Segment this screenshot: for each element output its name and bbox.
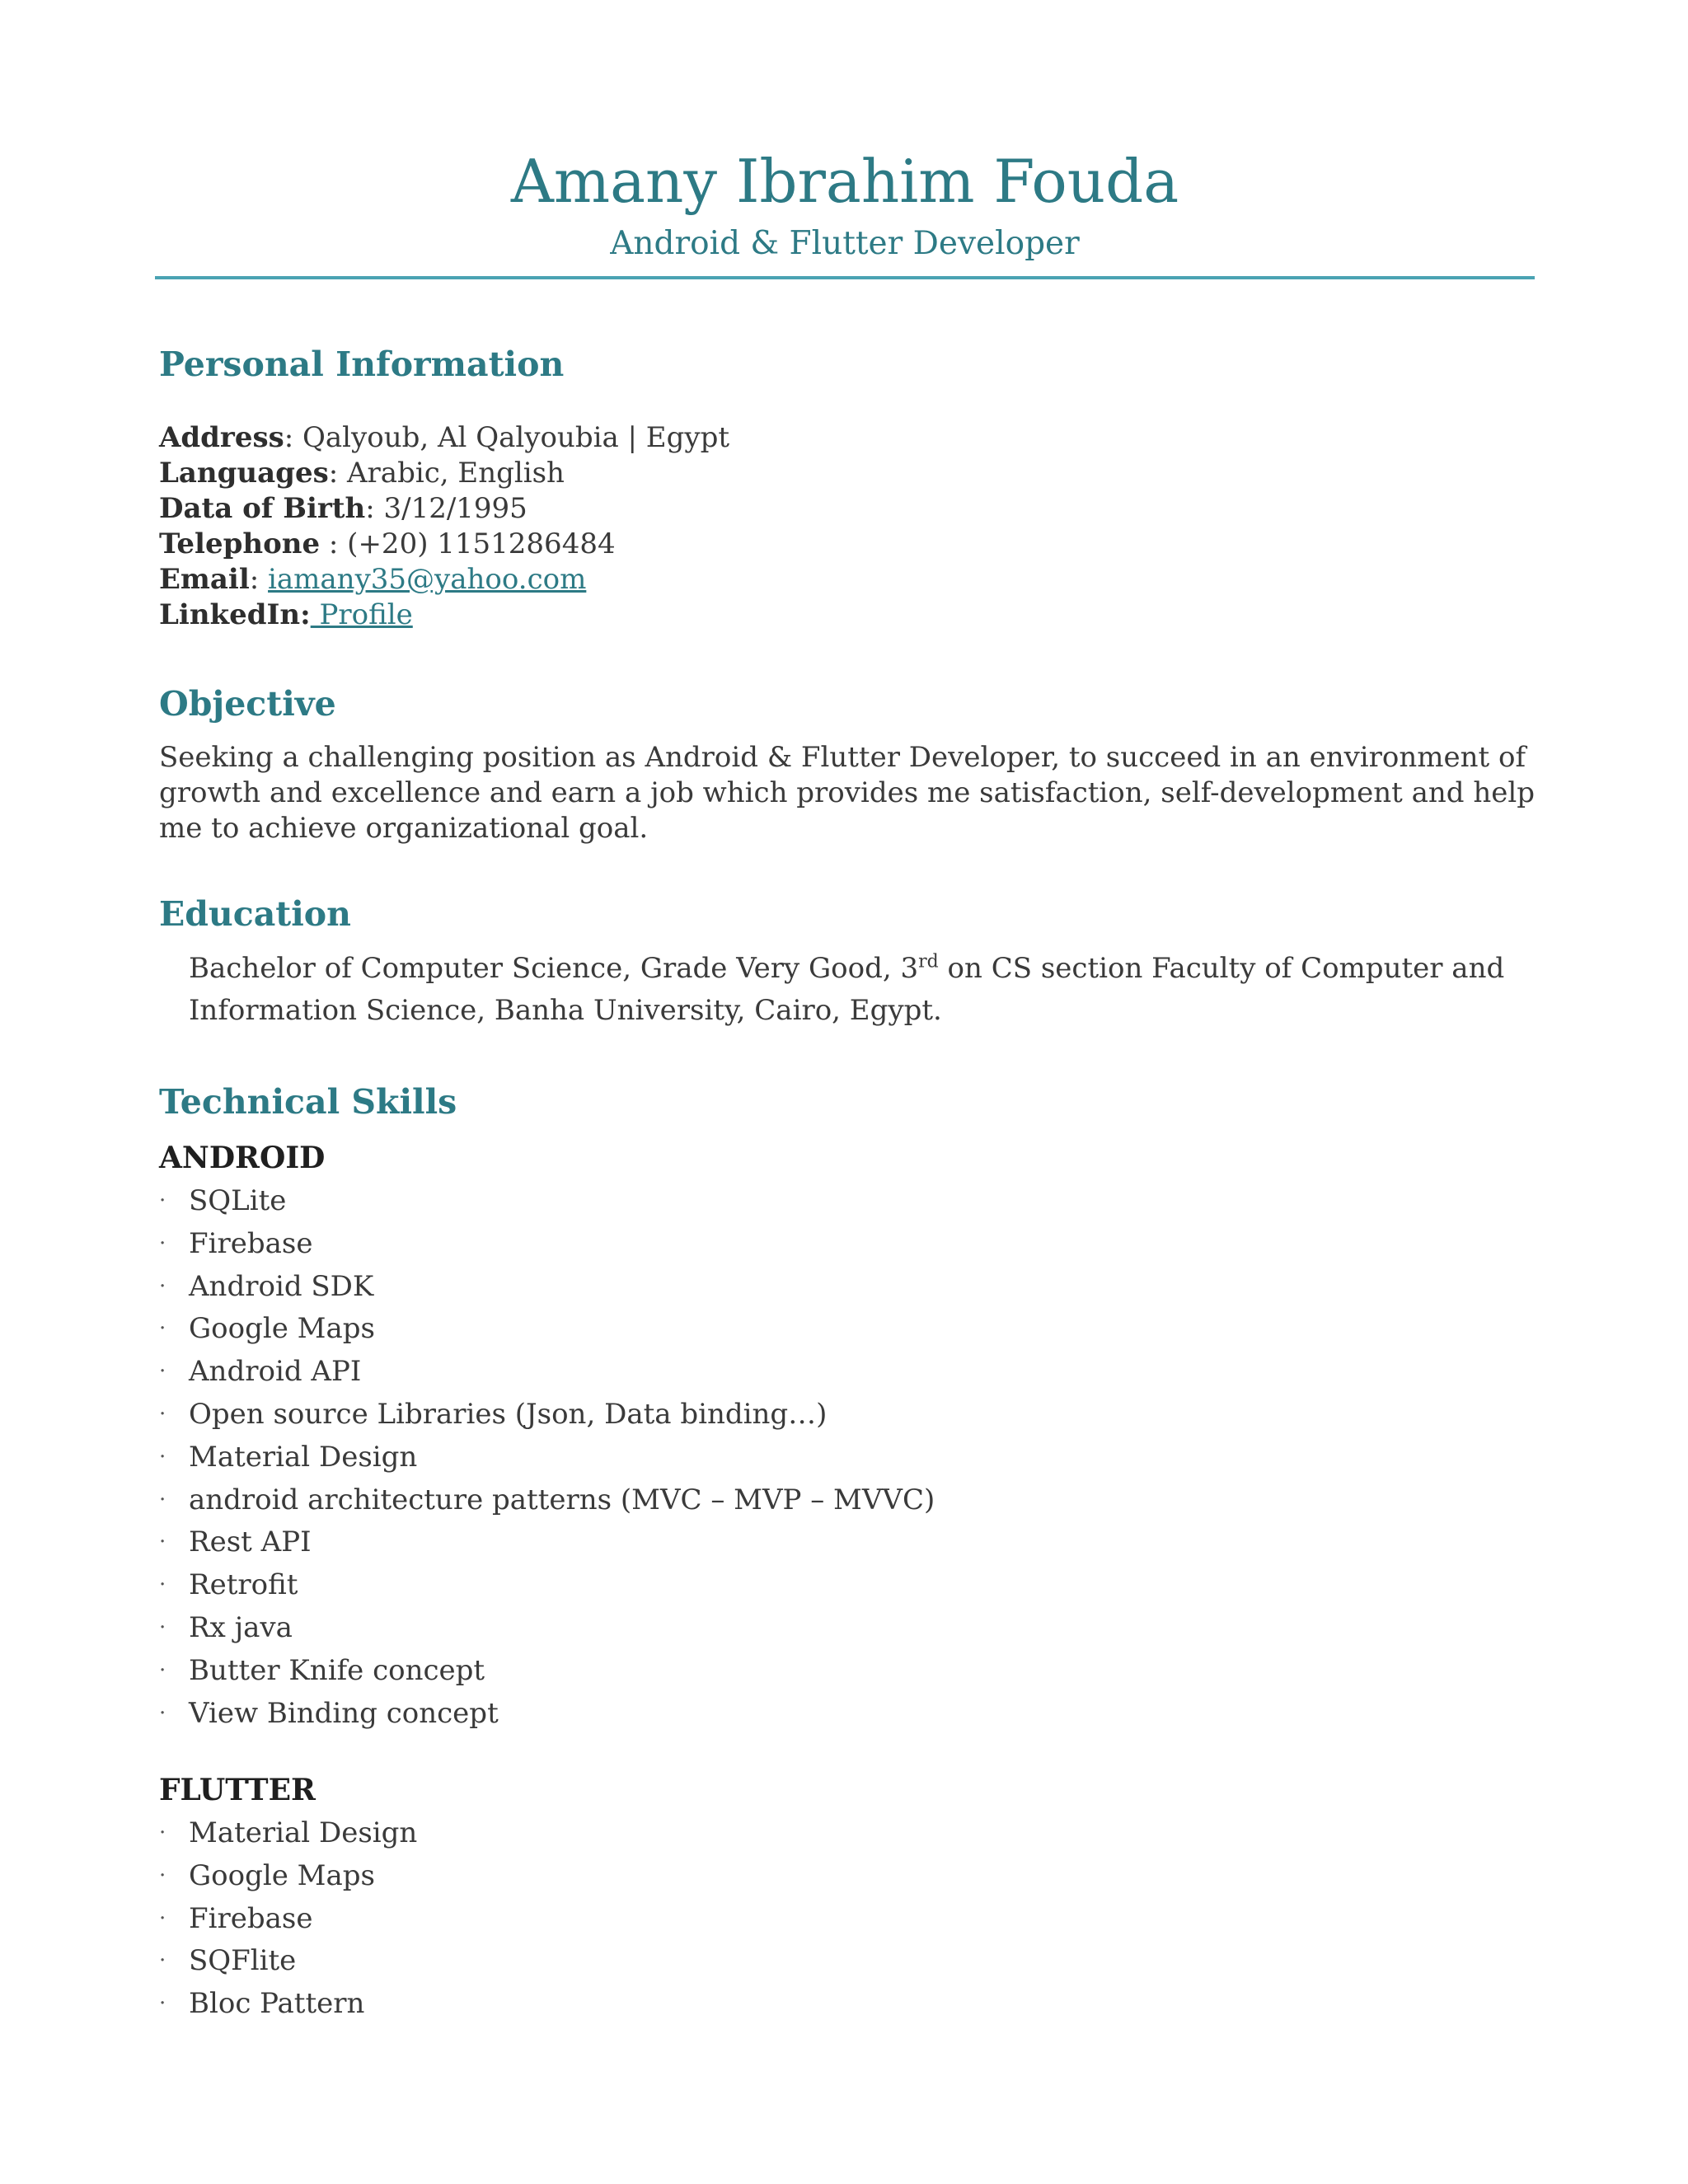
skill-label: SQFlite (189, 1944, 297, 1978)
candidate-title: Android & Flutter Developer (610, 225, 1080, 262)
skill-label: Material Design (189, 1816, 418, 1849)
skill-label: SQLite (189, 1184, 287, 1217)
education-rank-suffix: rd (918, 951, 939, 972)
education-faculty: on CS section Faculty of Computer and Information Science, Banha University, Cairo, Egypt. (189, 952, 1505, 1027)
bullet-icon: · (159, 1316, 166, 1342)
address-value: : Qalyoub, Al Qalyoubia | Egypt (284, 421, 730, 454)
linkedin-label: LinkedIn: (159, 598, 311, 631)
list-item (159, 1479, 935, 1522)
android-skills-list (159, 1180, 935, 1735)
bullet-icon: · (159, 1657, 166, 1683)
list-item (159, 1223, 935, 1266)
list-item (159, 1394, 935, 1436)
header-divider (155, 276, 1535, 279)
bullet-icon: · (159, 1188, 166, 1213)
bullet-icon: · (159, 1273, 166, 1299)
candidate-name: Amany Ibrahim Fouda (510, 147, 1179, 216)
email-link[interactable]: iamany35@yahoo.com (268, 563, 587, 596)
languages-label: Languages (159, 457, 329, 490)
skill-label: Bloc Pattern (189, 1987, 365, 2021)
bullet-icon: · (159, 1572, 166, 1598)
personal-info-block (159, 420, 1560, 633)
list-item (159, 1693, 935, 1736)
skill-label: Google Maps (189, 1858, 375, 1892)
list-item (159, 1351, 935, 1394)
skill-label: Open source Libraries (Json, Data binding…) (189, 1397, 828, 1431)
list-item (159, 1266, 935, 1309)
skill-label: View Binding concept (189, 1696, 499, 1730)
skill-label: Material Design (189, 1440, 418, 1474)
list-item (159, 1180, 935, 1223)
linkedin-line (159, 598, 1560, 633)
dob-line (159, 491, 1560, 527)
list-item (159, 1898, 417, 1941)
list-item (159, 1983, 417, 2026)
telephone-value: : (+20) 1151286484 (320, 527, 616, 560)
bullet-icon: · (159, 1530, 166, 1555)
skill-label: Android API (189, 1355, 362, 1389)
skill-label: Google Maps (189, 1312, 375, 1346)
education-heading: Education (159, 894, 351, 934)
bullet-icon: · (159, 1359, 166, 1385)
list-item (159, 1855, 417, 1898)
skill-label: Firebase (189, 1901, 313, 1935)
languages-value: : Arabic, English (328, 457, 565, 490)
telephone-line (159, 527, 1560, 562)
bullet-icon: · (159, 1615, 166, 1640)
list-item (159, 1940, 417, 1983)
bullet-icon: · (159, 1948, 166, 1974)
android-skills-title: ANDROID (159, 1141, 326, 1175)
skill-label: Butter Knife concept (189, 1653, 485, 1687)
dob-value: : 3/12/1995 (365, 492, 528, 525)
bullet-icon: · (159, 1821, 166, 1845)
bullet-icon: · (159, 1700, 166, 1726)
personal-info-heading: Personal Information (159, 344, 565, 384)
list-item (159, 1521, 935, 1564)
bullet-icon: · (159, 1991, 166, 2017)
bullet-icon: · (159, 1444, 166, 1469)
list-item (159, 1812, 417, 1855)
bullet-icon: · (159, 1230, 166, 1256)
flutter-skills-list (159, 1812, 417, 2026)
education-degree: Bachelor of Computer Science, Grade Very Good, 3 (189, 952, 919, 985)
skill-label: Retrofit (189, 1568, 298, 1602)
skill-label: Firebase (189, 1226, 313, 1260)
dob-label: Data of Birth (159, 492, 366, 525)
list-item (159, 1308, 935, 1351)
address-label: Address (159, 421, 284, 454)
objective-heading: Objective (159, 684, 336, 724)
objective-text: Seeking a challenging position as Android & Flutter Developer, to succeed in an environment of growth and excellence and earn a job which provides me satisfaction, self-development and help me to achieve organizational goal. (159, 741, 1536, 845)
skill-label: Android SDK (189, 1269, 374, 1303)
skill-label: Rest API (189, 1526, 312, 1559)
skill-label: android architecture patterns (MVC – MVP – MVVC) (189, 1483, 935, 1516)
address-line (159, 420, 1560, 456)
email-label: Email (159, 563, 250, 596)
list-item (159, 1564, 935, 1607)
bullet-icon: · (159, 1905, 166, 1931)
list-item (159, 1436, 935, 1479)
bullet-icon: · (159, 1863, 166, 1888)
bullet-icon: · (159, 1401, 166, 1427)
flutter-skills-title: FLUTTER (159, 1773, 316, 1807)
technical-skills-heading: Technical Skills (159, 1082, 457, 1122)
bullet-icon: · (159, 1487, 166, 1512)
email-separator: : (249, 563, 269, 596)
list-item (159, 1650, 935, 1693)
education-text (189, 948, 1540, 1032)
skill-label: Rx java (189, 1610, 293, 1644)
languages-line (159, 456, 1560, 491)
telephone-label: Telephone (159, 527, 321, 560)
resume-header (155, 140, 1535, 265)
list-item (159, 1607, 935, 1650)
linkedin-profile-link[interactable]: Profile (310, 598, 413, 631)
email-line (159, 562, 1560, 598)
